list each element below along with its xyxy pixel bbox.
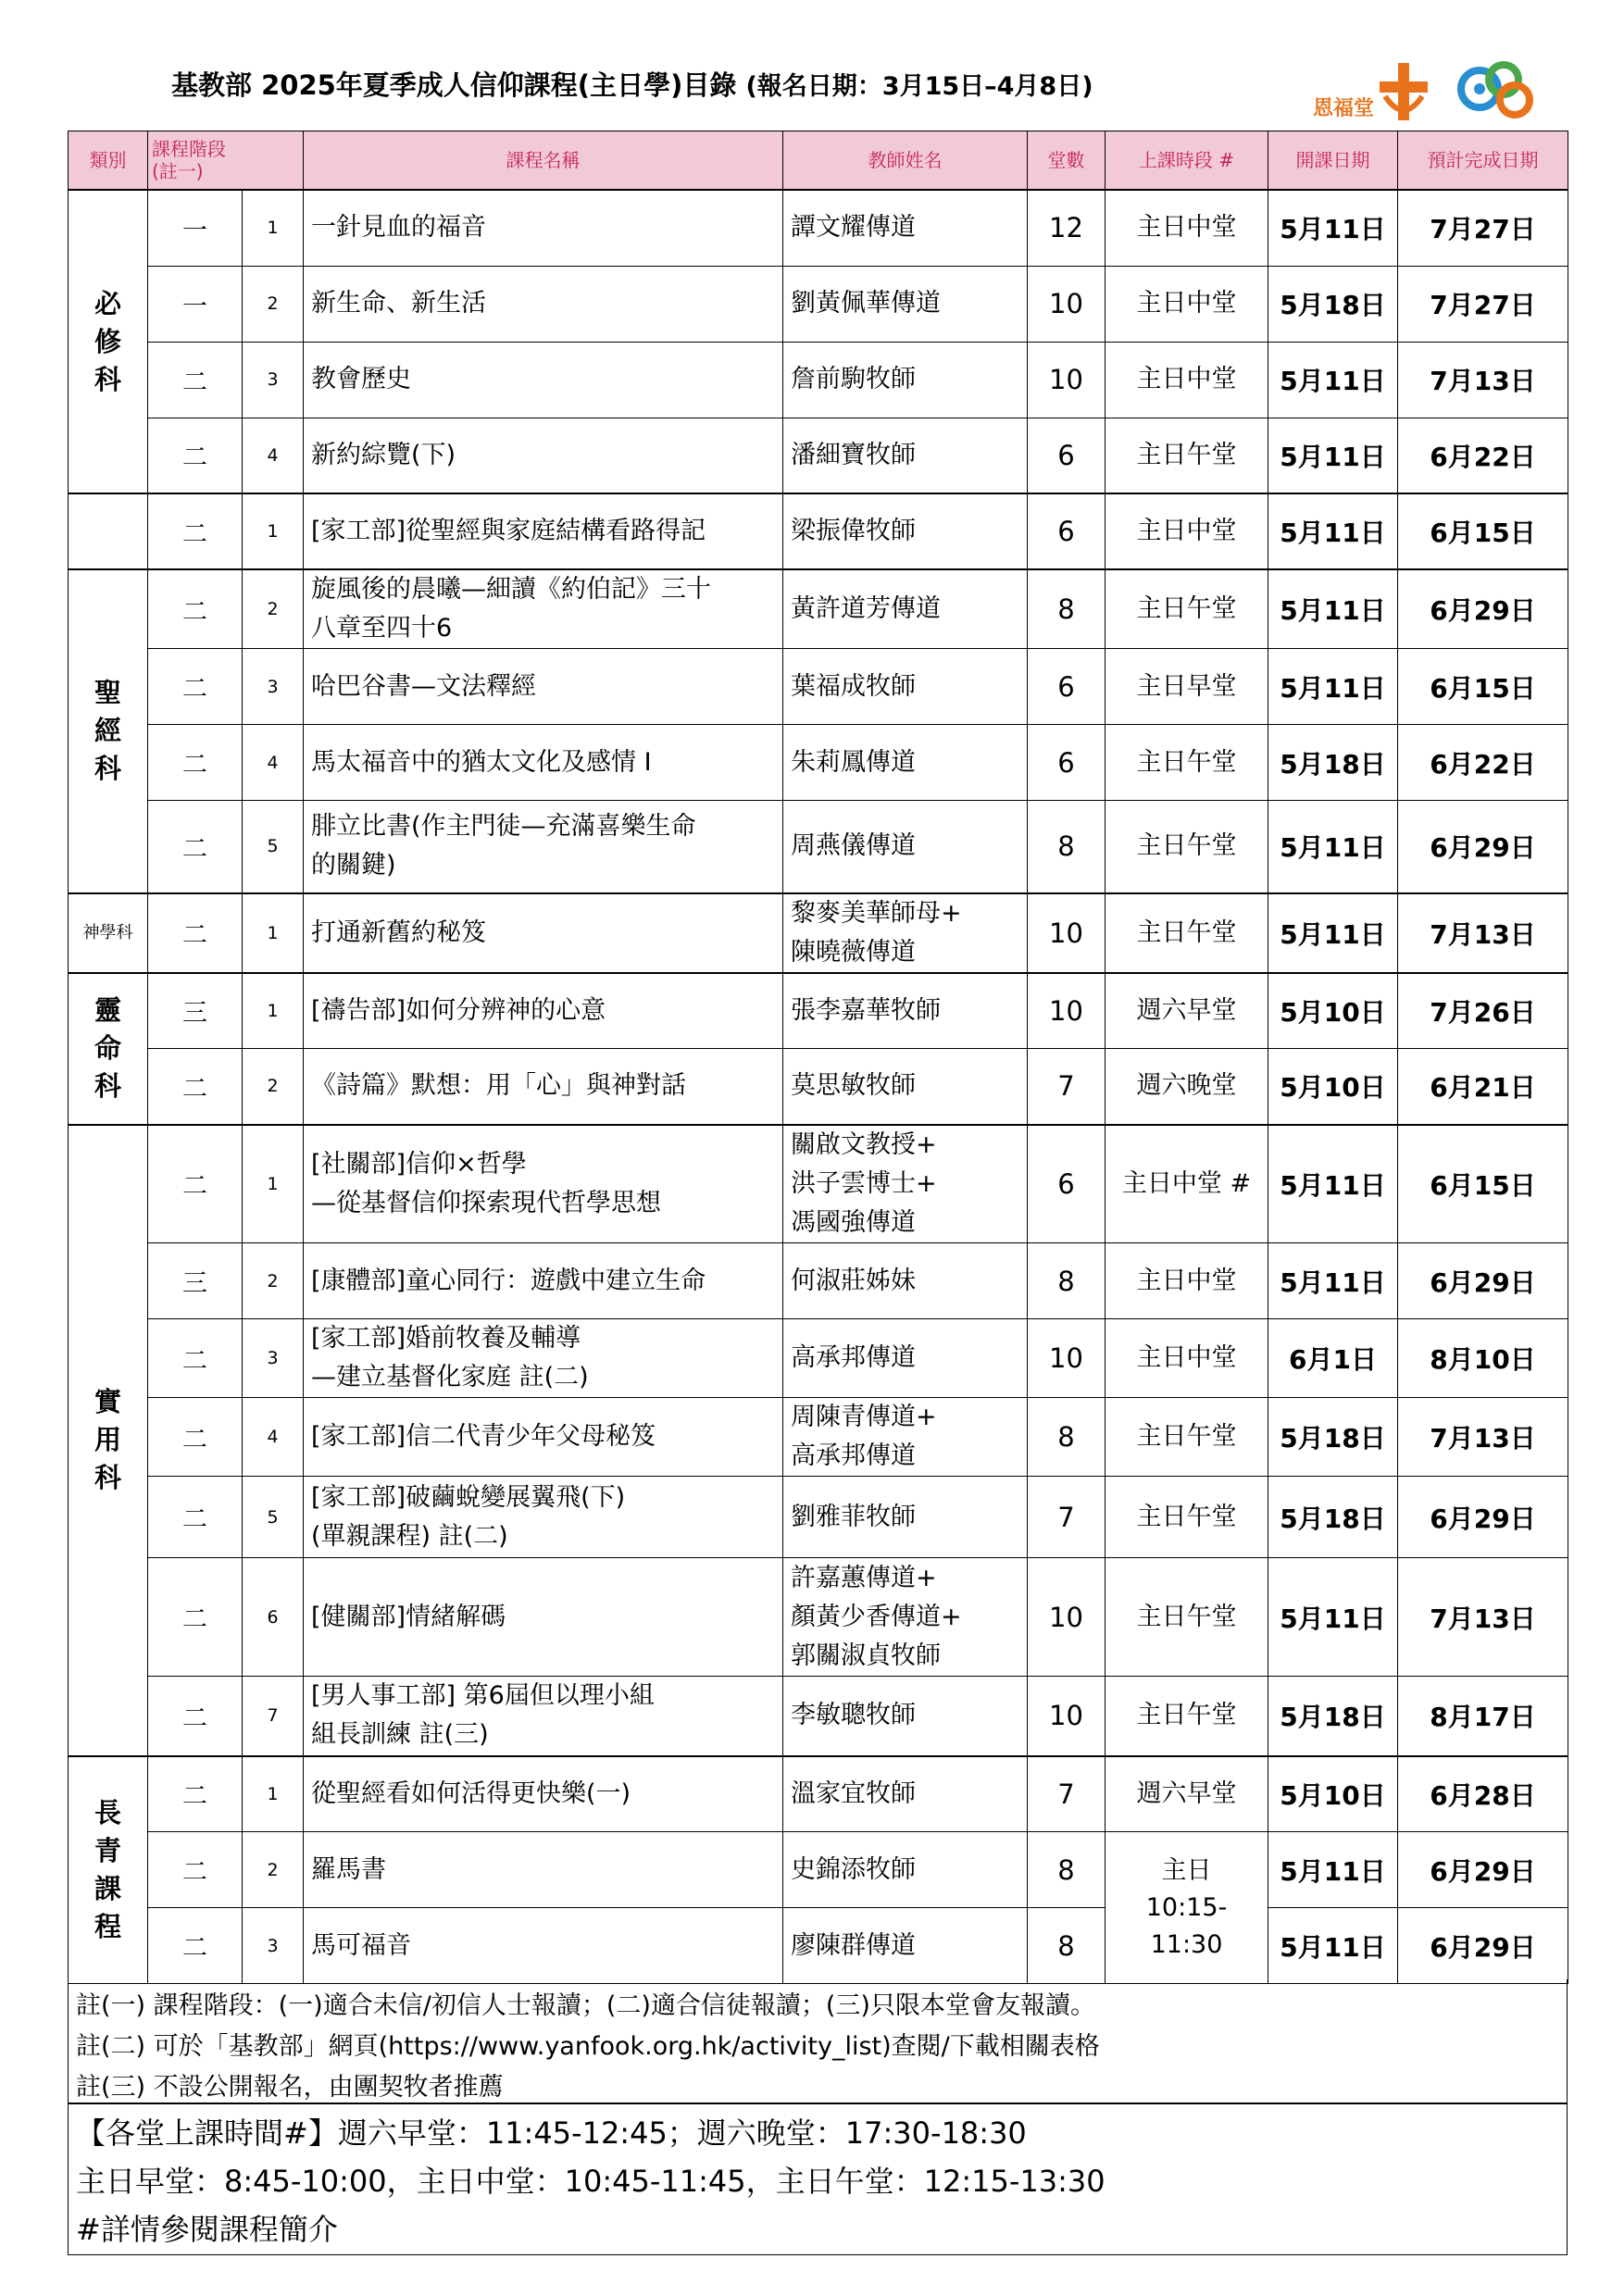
end-date: 7月13日 [1398, 342, 1568, 418]
course-name: [家工部]婚前牧養及輔導 —建立基督化家庭 註(二) [304, 1319, 783, 1398]
time-slot: 主日午堂 [1106, 801, 1268, 893]
time-slot: 主日中堂 [1106, 493, 1268, 569]
teacher-name: 劉雅菲牧師 [783, 1477, 1028, 1558]
lesson-count: 10 [1028, 1677, 1106, 1756]
lesson-count: 6 [1028, 418, 1106, 493]
end-date: 6月29日 [1398, 801, 1568, 893]
end-date: 6月29日 [1398, 1243, 1568, 1319]
teacher-name: 許嘉蕙傳道+ 顏黃少香傳道+ 郭關淑貞牧師 [783, 1558, 1028, 1677]
table-row [69, 1398, 1568, 1477]
course-name: 從聖經看如何活得更快樂(一) [304, 1756, 783, 1832]
start-date: 5月11日 [1268, 342, 1398, 418]
time-slot: 主日中堂 [1106, 266, 1268, 342]
course-number: 2 [243, 1832, 304, 1908]
table-row [69, 649, 1568, 725]
course-name: 羅馬書 [304, 1832, 783, 1908]
stage-cell: 二 [148, 1319, 243, 1398]
stage-cell: 二 [148, 801, 243, 893]
col-lessons: 堂數 [1028, 131, 1106, 191]
course-number: 1 [243, 190, 304, 266]
course-name: 打通新舊約秘笈 [304, 893, 783, 973]
time-slot: 主日中堂 [1106, 342, 1268, 418]
start-date: 5月11日 [1268, 1243, 1398, 1319]
lesson-count: 10 [1028, 1319, 1106, 1398]
stage-cell: 三 [148, 973, 243, 1049]
category-practical: 實 用 科 [69, 1125, 148, 1756]
course-name: 新約綜覽(下) [304, 418, 783, 493]
note-2: 註(二) 可於「基教部」網頁(https://www.yanfook.org.hk/activity_list)查閱/下載相關表格 [76, 2032, 1100, 2061]
teacher-name: 葉福成牧師 [783, 649, 1028, 725]
course-number: 1 [243, 493, 304, 569]
time-slot: 主日午堂 [1106, 1477, 1268, 1558]
page-title [171, 65, 1093, 103]
teacher-name: 李敏聰牧師 [783, 1677, 1028, 1756]
course-number: 4 [243, 418, 304, 493]
col-course: 課程名稱 [304, 131, 783, 191]
start-date: 5月10日 [1268, 1049, 1398, 1125]
time-slot: 主日午堂 [1106, 1398, 1268, 1477]
teacher-name: 周陳青傳道+ 高承邦傳道 [783, 1398, 1028, 1477]
lesson-count: 7 [1028, 1477, 1106, 1558]
time-slot: 主日中堂 # [1106, 1125, 1268, 1243]
course-name: 新生命、新生活 [304, 266, 783, 342]
lesson-count: 8 [1028, 1908, 1106, 1984]
lesson-count: 8 [1028, 801, 1106, 893]
time-slot: 週六晚堂 [1106, 1049, 1268, 1125]
course-table [68, 131, 1568, 1984]
church-logo [1313, 56, 1443, 126]
table-row [69, 1908, 1568, 1984]
end-date: 6月15日 [1398, 493, 1568, 569]
teacher-name: 潘細寶牧師 [783, 418, 1028, 493]
stage-cell: 二 [148, 725, 243, 801]
table-row [69, 973, 1568, 1049]
teacher-name: 廖陳群傳道 [783, 1908, 1028, 1984]
teacher-name: 梁振偉牧師 [783, 493, 1028, 569]
course-name: [家工部]破繭蛻變展翼飛(下) (單親課程) 註(二) [304, 1477, 783, 1558]
start-date: 5月11日 [1268, 1125, 1398, 1243]
start-date: 5月18日 [1268, 1398, 1398, 1477]
table-row [69, 1319, 1568, 1398]
note-3: 註(三) 不設公開報名，由團契牧者推薦 [76, 2073, 504, 2102]
teacher-name: 詹前駒牧師 [783, 342, 1028, 418]
stage-cell: 一 [148, 190, 243, 266]
stage-cell: 二 [148, 569, 243, 649]
course-name: [健關部]情緒解碼 [304, 1558, 783, 1677]
time-slot: 主日中堂 [1106, 190, 1268, 266]
start-date: 5月11日 [1268, 1558, 1398, 1677]
course-name: 馬太福音中的猶太文化及感情 I [304, 725, 783, 801]
teacher-name: 莫思敏牧師 [783, 1049, 1028, 1125]
course-name: 《詩篇》默想：用「心」與神對話 [304, 1049, 783, 1125]
teacher-name: 張李嘉華牧師 [783, 973, 1028, 1049]
end-date: 6月21日 [1398, 1049, 1568, 1125]
start-date: 5月11日 [1268, 569, 1398, 649]
end-date: 6月29日 [1398, 1477, 1568, 1558]
category-empty [69, 493, 148, 569]
teacher-name: 周燕儀傳道 [783, 801, 1028, 893]
course-name: 旋風後的晨曦—細讀《約伯記》三十 八章至四十6 [304, 569, 783, 649]
start-date: 6月1日 [1268, 1319, 1398, 1398]
table-row [69, 1243, 1568, 1319]
lesson-count: 7 [1028, 1049, 1106, 1125]
lesson-count: 10 [1028, 1558, 1106, 1677]
stage-cell: 二 [148, 493, 243, 569]
table-row [69, 418, 1568, 493]
start-date: 5月18日 [1268, 266, 1398, 342]
course-number: 6 [243, 1558, 304, 1677]
lesson-count: 12 [1028, 190, 1106, 266]
stage-cell: 二 [148, 1477, 243, 1558]
course-name: 哈巴谷書—文法釋經 [304, 649, 783, 725]
teacher-name: 譚文耀傳道 [783, 190, 1028, 266]
category-bible: 聖 經 科 [69, 569, 148, 893]
course-number: 2 [243, 569, 304, 649]
stage-cell: 一 [148, 266, 243, 342]
stage-cell: 二 [148, 1398, 243, 1477]
time-slot: 主日午堂 [1106, 418, 1268, 493]
teacher-name: 關啟文教授+ 洪子雲博士+ 馮國強傳道 [783, 1125, 1028, 1243]
course-number: 3 [243, 1319, 304, 1398]
start-date: 5月18日 [1268, 1677, 1398, 1756]
note-1: 註(一) 課程階段：(一)適合未信/初信人士報讀；(二)適合信徒報讀；(三)只限本堂會友報讀。 [76, 1991, 1095, 2020]
start-date: 5月10日 [1268, 1756, 1398, 1832]
time-slot: 主日早堂 [1106, 649, 1268, 725]
lesson-count: 8 [1028, 569, 1106, 649]
table-row [69, 1832, 1568, 1908]
schedule-line-3: #詳情參閱課程簡介 [76, 2212, 338, 2247]
lesson-count: 10 [1028, 266, 1106, 342]
course-number: 3 [243, 649, 304, 725]
lesson-count: 7 [1028, 1756, 1106, 1832]
category-senior: 長 青 課 程 [69, 1756, 148, 1984]
time-slot: 主日午堂 [1106, 893, 1268, 973]
end-date: 7月27日 [1398, 266, 1568, 342]
course-name: [家工部]信二代青少年父母秘笈 [304, 1398, 783, 1477]
end-date: 6月15日 [1398, 649, 1568, 725]
teacher-name: 黃許道芳傳道 [783, 569, 1028, 649]
col-end: 預計完成日期 [1398, 131, 1568, 191]
stage-cell: 二 [148, 1832, 243, 1908]
end-date: 6月29日 [1398, 1832, 1568, 1908]
time-slot: 主日中堂 [1106, 1319, 1268, 1398]
start-date: 5月11日 [1268, 418, 1398, 493]
course-number: 2 [243, 1049, 304, 1125]
end-date: 6月29日 [1398, 569, 1568, 649]
teacher-name: 黎麥美華師母+ 陳曉薇傳道 [783, 893, 1028, 973]
end-date: 7月13日 [1398, 1398, 1568, 1477]
schedule-times-box [68, 2103, 1568, 2255]
col-slot: 上課時段 # [1106, 131, 1268, 191]
lesson-count: 8 [1028, 1243, 1106, 1319]
stage-cell: 二 [148, 1756, 243, 1832]
start-date: 5月11日 [1268, 493, 1398, 569]
table-row [69, 801, 1568, 893]
table-row [69, 893, 1568, 973]
registration-period: (報名日期：3月15日–4月8日) [745, 72, 1093, 101]
lesson-count: 8 [1028, 1398, 1106, 1477]
stage-cell: 二 [148, 649, 243, 725]
stage-cell: 二 [148, 1125, 243, 1243]
start-date: 5月11日 [1268, 1832, 1398, 1908]
table-header-row [69, 131, 1568, 191]
start-date: 5月11日 [1268, 649, 1398, 725]
end-date: 8月10日 [1398, 1319, 1568, 1398]
course-number: 4 [243, 1398, 304, 1477]
lesson-count: 6 [1028, 725, 1106, 801]
teacher-name: 劉黃佩華傳道 [783, 266, 1028, 342]
time-slot: 週六早堂 [1106, 973, 1268, 1049]
end-date: 6月15日 [1398, 1125, 1568, 1243]
category-required: 必 修 科 [69, 190, 148, 493]
course-name: [社關部]信仰×哲學 —從基督信仰探索現代哲學思想 [304, 1125, 783, 1243]
course-number: 3 [243, 1908, 304, 1984]
time-slot: 主日午堂 [1106, 1558, 1268, 1677]
course-number: 1 [243, 973, 304, 1049]
lesson-count: 10 [1028, 342, 1106, 418]
table-row [69, 1125, 1568, 1243]
course-number: 4 [243, 725, 304, 801]
course-name: [男人事工部] 第6屆但以理小組 組長訓練 註(三) [304, 1677, 783, 1756]
course-name: [康體部]童心同行：遊戲中建立生命 [304, 1243, 783, 1319]
col-stage: 課程階段 (註一) [148, 131, 304, 191]
end-date: 6月22日 [1398, 725, 1568, 801]
course-number: 3 [243, 342, 304, 418]
course-number: 1 [243, 893, 304, 973]
course-number: 5 [243, 1477, 304, 1558]
table-row [69, 266, 1568, 342]
lesson-count: 10 [1028, 973, 1106, 1049]
course-number: 1 [243, 1125, 304, 1243]
end-date: 6月22日 [1398, 418, 1568, 493]
lesson-count: 6 [1028, 493, 1106, 569]
table-row [69, 1558, 1568, 1677]
course-name: 腓立比書(作主門徒—充滿喜樂生命 的關鍵) [304, 801, 783, 893]
category-spiritual: 靈 命 科 [69, 973, 148, 1125]
end-date: 7月27日 [1398, 190, 1568, 266]
teacher-name: 朱莉鳳傳道 [783, 725, 1028, 801]
stage-cell: 二 [148, 1558, 243, 1677]
start-date: 5月18日 [1268, 1477, 1398, 1558]
stage-cell: 二 [148, 1049, 243, 1125]
start-date: 5月10日 [1268, 973, 1398, 1049]
end-date: 8月17日 [1398, 1677, 1568, 1756]
course-name: 教會歷史 [304, 342, 783, 418]
time-slot: 主日午堂 [1106, 569, 1268, 649]
stage-cell: 二 [148, 418, 243, 493]
table-row [69, 569, 1568, 649]
start-date: 5月18日 [1268, 725, 1398, 801]
start-date: 5月11日 [1268, 190, 1398, 266]
stage-cell: 二 [148, 1908, 243, 1984]
stage-cell: 二 [148, 342, 243, 418]
table-row [69, 190, 1568, 266]
stage-cell: 三 [148, 1243, 243, 1319]
stage-cell: 二 [148, 893, 243, 973]
table-row [69, 1477, 1568, 1558]
start-date: 5月11日 [1268, 1908, 1398, 1984]
table-row [69, 342, 1568, 418]
course-number: 5 [243, 801, 304, 893]
col-start: 開課日期 [1268, 131, 1398, 191]
table-row [69, 493, 1568, 569]
course-name: 馬可福音 [304, 1908, 783, 1984]
category-theology: 神學科 [69, 893, 148, 973]
col-category: 類別 [69, 131, 148, 191]
teacher-name: 何淑莊姊妹 [783, 1243, 1028, 1319]
start-date: 5月11日 [1268, 801, 1398, 893]
lesson-count: 6 [1028, 649, 1106, 725]
course-name: 一針見血的福音 [304, 190, 783, 266]
time-slot: 週六早堂 [1106, 1756, 1268, 1832]
department-logo-icon [1455, 54, 1541, 126]
time-slot: 主日午堂 [1106, 725, 1268, 801]
time-slot: 主日午堂 [1106, 1677, 1268, 1756]
teacher-name: 溫家宜牧師 [783, 1756, 1028, 1832]
lesson-count: 6 [1028, 1125, 1106, 1243]
end-date: 6月29日 [1398, 1908, 1568, 1984]
lesson-count: 8 [1028, 1832, 1106, 1908]
table-row [69, 1677, 1568, 1756]
course-number: 7 [243, 1677, 304, 1756]
course-number: 2 [243, 1243, 304, 1319]
time-slot: 主日中堂 [1106, 1243, 1268, 1319]
end-date: 6月28日 [1398, 1756, 1568, 1832]
course-name: [禱告部]如何分辨神的心意 [304, 973, 783, 1049]
end-date: 7月13日 [1398, 1558, 1568, 1677]
table-row [69, 1756, 1568, 1832]
teacher-name: 史錦添牧師 [783, 1832, 1028, 1908]
title-main: 基教部 2025年夏季成人信仰課程(主日學)目錄 [171, 69, 737, 101]
course-number: 1 [243, 1756, 304, 1832]
notes-section [68, 1979, 1568, 2103]
end-date: 7月26日 [1398, 973, 1568, 1049]
col-teacher: 教師姓名 [783, 131, 1028, 191]
end-date: 7月13日 [1398, 893, 1568, 973]
schedule-line-1: 【各堂上課時間#】週六早堂：11:45-12:45；週六晚堂：17:30-18:30 [76, 2115, 1027, 2151]
course-number: 2 [243, 266, 304, 342]
teacher-name: 高承邦傳道 [783, 1319, 1028, 1398]
table-row [69, 1049, 1568, 1125]
lesson-count: 10 [1028, 893, 1106, 973]
time-slot: 主日 10:15- 11:30 [1106, 1832, 1268, 1984]
table-row [69, 725, 1568, 801]
course-name: [家工部]從聖經與家庭結構看路得記 [304, 493, 783, 569]
logo-text: 恩福堂 [1313, 97, 1375, 120]
start-date: 5月11日 [1268, 893, 1398, 973]
schedule-line-2: 主日早堂：8:45-10:00，主日中堂：10:45-11:45，主日午堂：12:15-13:30 [76, 2164, 1106, 2199]
stage-cell: 二 [148, 1677, 243, 1756]
